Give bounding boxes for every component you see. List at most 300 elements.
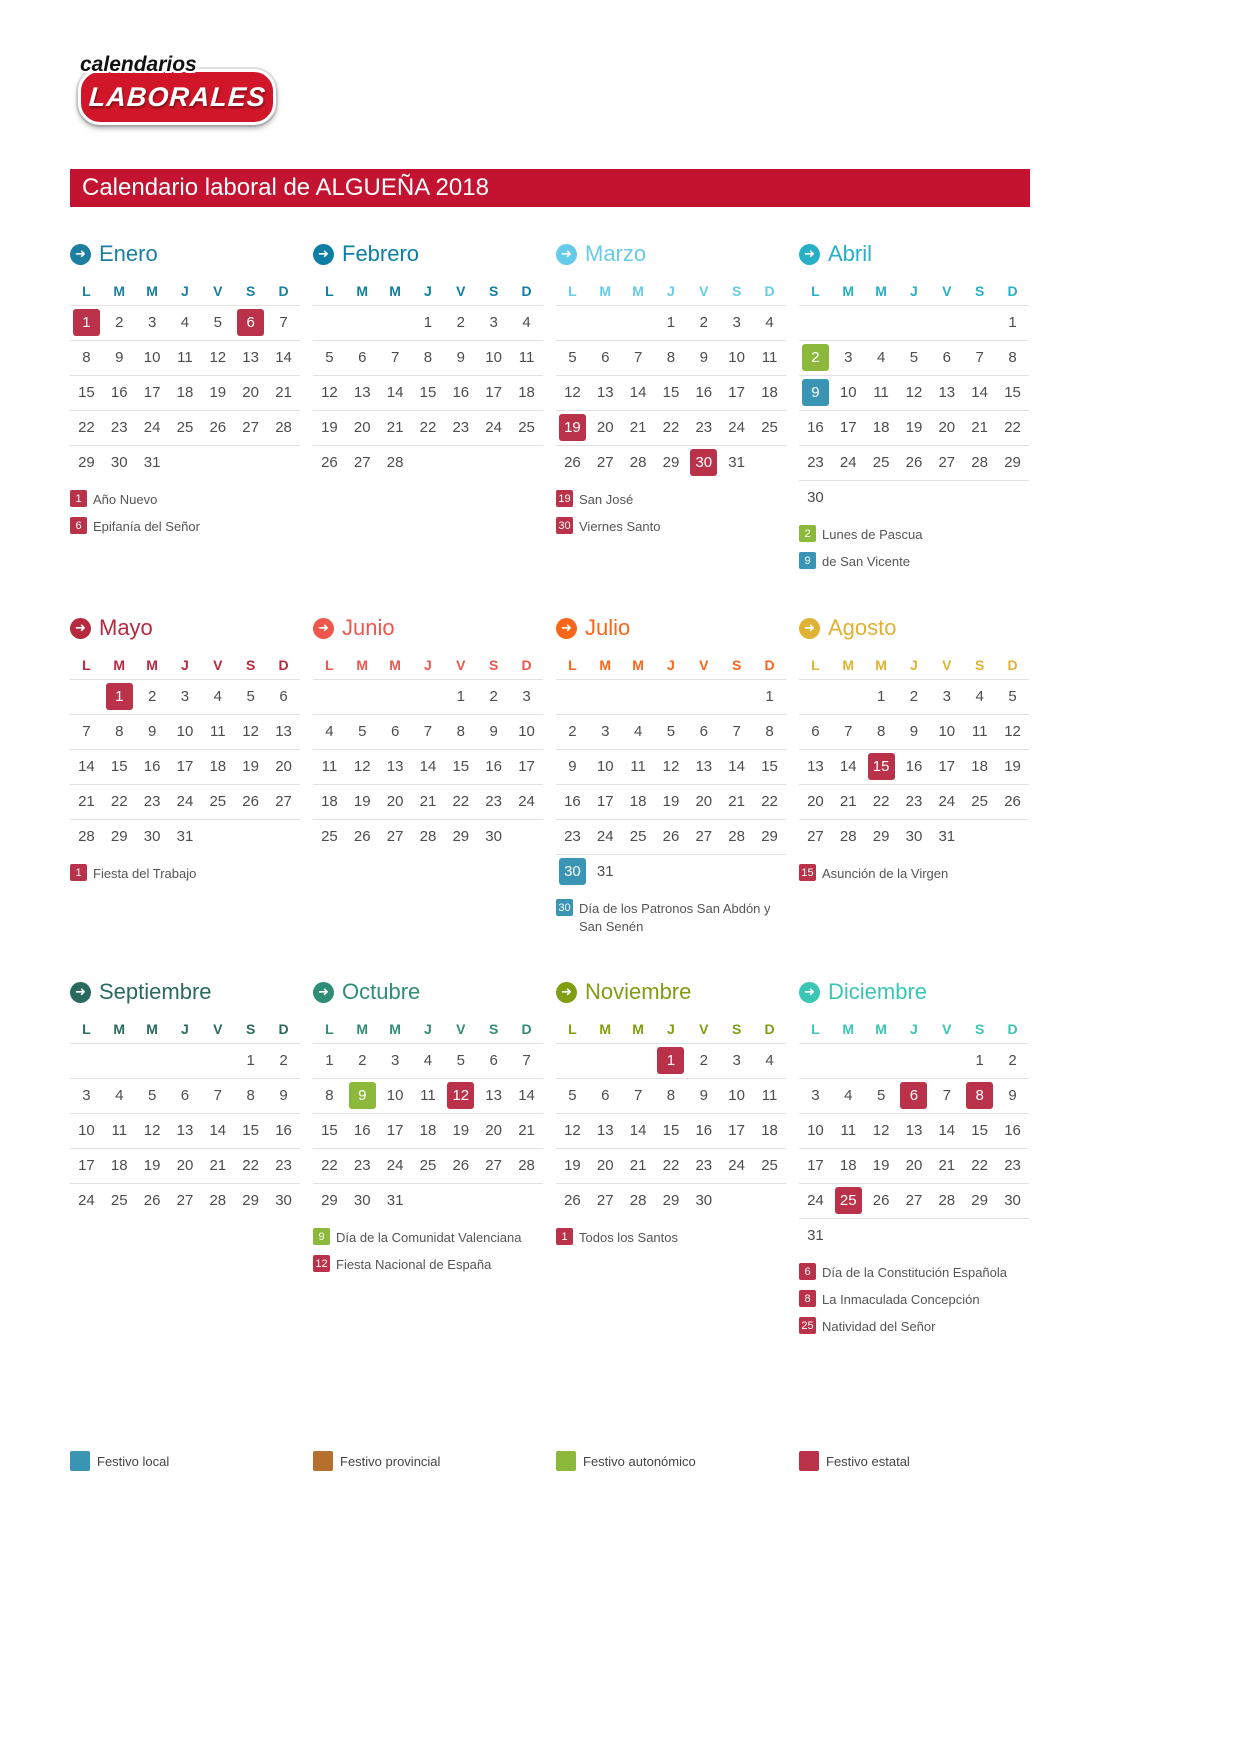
week-row [313, 340, 543, 375]
day-number: 2 [456, 314, 465, 331]
day-cell [799, 1183, 832, 1218]
day-number: 3 [942, 688, 951, 705]
week-row [313, 784, 543, 819]
empty-day-cell [589, 1043, 622, 1078]
week-row [799, 375, 1029, 410]
day-number: 6 [811, 723, 820, 740]
day-number: 4 [876, 349, 886, 366]
week-row [70, 784, 300, 819]
week-row [70, 749, 300, 784]
month-enero [70, 229, 300, 603]
weekday-header: M [875, 282, 887, 299]
day-number: 25 [518, 419, 535, 436]
weekday-header: D [521, 282, 532, 299]
day-number: 6 [942, 349, 951, 366]
day-number: 26 [242, 793, 259, 810]
day-cell [379, 784, 412, 819]
empty-day-cell [444, 445, 477, 480]
week-row [556, 1043, 786, 1078]
day-cell [313, 784, 346, 819]
weekday-headers [799, 277, 1029, 305]
empty-day-cell [655, 679, 688, 714]
day-number: 30 [110, 454, 128, 472]
legend-item [799, 1317, 1029, 1336]
day-number: 29 [971, 1192, 988, 1209]
day-cell [379, 375, 412, 410]
day-cell [70, 784, 103, 819]
day-number: 26 [662, 828, 680, 845]
week-row [313, 749, 543, 784]
day-cell [444, 819, 477, 854]
day-number: 28 [419, 828, 437, 846]
day-number: 3 [732, 1052, 741, 1069]
day-cell [103, 679, 136, 714]
week-row [313, 1183, 543, 1218]
day-cell [720, 819, 753, 854]
day-number: 28 [78, 828, 95, 846]
empty-day-cell [655, 854, 688, 889]
legend-item [313, 1228, 543, 1247]
day-cell [930, 784, 963, 819]
day-cell [313, 1113, 346, 1148]
day-cell [412, 819, 445, 854]
day-number: 7 [732, 723, 741, 740]
day-cell [720, 714, 753, 749]
day-number: 2 [147, 688, 157, 705]
logo-box [78, 69, 276, 125]
day-cell [477, 410, 510, 445]
day-cell [70, 749, 103, 784]
day-number: 19 [452, 1122, 470, 1139]
day-number: 20 [938, 419, 956, 436]
empty-day-cell [963, 305, 996, 340]
day-cell [201, 1078, 234, 1113]
empty-day-cell [510, 1183, 543, 1218]
day-number: 12 [242, 723, 259, 740]
empty-day-cell [267, 819, 300, 854]
day-cell [556, 854, 589, 889]
empty-day-cell [832, 305, 865, 340]
day-number: 22 [321, 1157, 338, 1174]
day-number: 22 [78, 419, 95, 436]
weekday-header: M [356, 282, 369, 299]
arrow-right-icon: ➜ [313, 244, 334, 265]
day-number: 19 [143, 1157, 161, 1174]
week-row [313, 679, 543, 714]
day-number: 15 [110, 758, 128, 775]
day-cell [379, 1148, 412, 1183]
day-cell [267, 305, 300, 340]
legend-item [799, 552, 1029, 571]
weekday-header-row [556, 277, 786, 305]
empty-day-cell [930, 480, 963, 515]
week-row [799, 305, 1029, 340]
day-number: 29 [872, 828, 890, 846]
month-name: Diciembre [828, 979, 928, 1004]
day-number: 28 [386, 454, 404, 472]
arrow-right-icon: ➜ [70, 982, 91, 1003]
day-cell [963, 445, 996, 480]
empty-day-cell [169, 1043, 202, 1078]
day-cell [963, 1183, 996, 1218]
month-diciembre [799, 967, 1029, 1336]
legend-label: Día de la Constitución Española [822, 1265, 1008, 1280]
weekday-header: S [731, 1020, 742, 1037]
day-number: 1 [423, 314, 433, 331]
week-row [70, 305, 300, 340]
day-number: 1 [975, 1052, 984, 1069]
day-cell [865, 819, 898, 854]
day-cell [622, 445, 655, 480]
legend-label: Todos los Santos [579, 1230, 679, 1245]
day-cell [412, 410, 445, 445]
day-number: 8 [666, 1087, 676, 1104]
day-cell [898, 1148, 931, 1183]
day-number: 3 [147, 314, 157, 331]
day-cell [556, 1183, 589, 1218]
day-number: 24 [143, 419, 161, 436]
day-number: 20 [242, 384, 259, 401]
day-number: 26 [1004, 793, 1021, 810]
week-row [556, 445, 786, 480]
day-cell [313, 410, 346, 445]
calendar-table-julio [556, 651, 786, 889]
day-cell [687, 1113, 720, 1148]
empty-day-cell [865, 480, 898, 515]
day-cell [655, 1183, 688, 1218]
day-cell [655, 1113, 688, 1148]
day-number: 25 [321, 828, 338, 846]
day-number: 26 [209, 419, 227, 436]
legend-item [799, 525, 1029, 544]
day-number: 14 [386, 384, 404, 401]
day-cell [898, 1113, 931, 1148]
week-row [799, 1183, 1029, 1218]
day-cell [70, 305, 103, 340]
day-number: 3 [844, 349, 853, 366]
day-number: 15 [452, 758, 470, 775]
weekday-header-row [799, 1015, 1029, 1043]
day-cell [136, 679, 169, 714]
day-number: 6 [699, 723, 708, 740]
empty-day-cell [898, 305, 931, 340]
day-number: 18 [321, 793, 338, 810]
month-agosto [799, 603, 1029, 967]
day-number: 3 [82, 1087, 91, 1104]
weeks-body [313, 679, 543, 854]
empty-day-cell [753, 1183, 786, 1218]
day-cell [622, 714, 655, 749]
day-cell [169, 410, 202, 445]
week-row [70, 1078, 300, 1113]
day-cell [655, 1043, 688, 1078]
calendar-table-septiembre [70, 1015, 300, 1218]
day-cell [412, 375, 445, 410]
day-number: 10 [728, 349, 745, 366]
weekday-header: M [113, 656, 126, 673]
day-number: 27 [938, 454, 956, 471]
day-cell [720, 1148, 753, 1183]
day-cell [103, 714, 136, 749]
day-cell [720, 375, 753, 410]
day-cell [267, 375, 300, 410]
festivo-legend-label: Festivo estatal [826, 1453, 910, 1469]
day-cell [799, 480, 832, 515]
day-cell [963, 749, 996, 784]
day-cell [865, 749, 898, 784]
day-number: 28 [971, 454, 988, 471]
day-cell [753, 1113, 786, 1148]
day-number: 29 [452, 828, 470, 846]
day-number: 25 [872, 454, 890, 471]
empty-day-cell [622, 1043, 655, 1078]
day-number: 23 [695, 1157, 713, 1174]
day-number: 21 [839, 793, 857, 810]
day-number: 15 [971, 1122, 988, 1139]
day-cell [103, 340, 136, 375]
day-number: 2 [489, 688, 498, 705]
day-cell [589, 1078, 622, 1113]
day-number: 9 [456, 349, 465, 366]
weekday-header: L [811, 1020, 820, 1037]
day-cell [832, 340, 865, 375]
day-cell [589, 1113, 622, 1148]
day-cell [136, 1148, 169, 1183]
holiday-day-number: 30 [559, 858, 586, 885]
day-cell [655, 749, 688, 784]
empty-day-cell [70, 1043, 103, 1078]
empty-day-cell [865, 305, 898, 340]
day-number: 1 [456, 688, 465, 705]
day-number: 19 [242, 758, 259, 775]
weekday-header: J [910, 282, 918, 299]
day-cell [234, 1078, 267, 1113]
weekday-header: L [568, 1020, 577, 1037]
day-cell [687, 1183, 720, 1218]
legend-item [70, 490, 300, 509]
weekday-header: M [599, 656, 612, 673]
festivo-provincial-color-chip [313, 1451, 333, 1471]
empty-day-cell [313, 305, 346, 340]
empty-day-cell [865, 1043, 898, 1078]
holiday-day-number: 1 [106, 683, 133, 710]
day-cell [313, 340, 346, 375]
day-cell [169, 1078, 202, 1113]
empty-day-cell [898, 1043, 931, 1078]
week-row [556, 819, 786, 854]
empty-day-cell [720, 679, 753, 714]
day-cell [963, 1113, 996, 1148]
day-number: 27 [275, 793, 292, 810]
day-cell [556, 784, 589, 819]
month-legend-enero [70, 490, 300, 536]
day-number: 10 [728, 1087, 745, 1104]
day-number: 26 [321, 454, 338, 472]
weekday-header: S [488, 282, 499, 299]
day-number: 11 [630, 758, 646, 775]
day-cell [622, 340, 655, 375]
day-number: 30 [807, 489, 824, 507]
empty-day-cell [477, 1183, 510, 1218]
day-number: 24 [839, 454, 857, 471]
weekday-header: V [213, 1020, 223, 1037]
weekday-header: J [181, 1020, 189, 1037]
day-number: 28 [629, 1192, 647, 1210]
holiday-day-number: 12 [447, 1082, 474, 1109]
day-number: 5 [568, 349, 577, 366]
day-cell [753, 305, 786, 340]
day-cell [444, 679, 477, 714]
day-number: 12 [564, 384, 581, 401]
day-cell [234, 340, 267, 375]
week-row [313, 1078, 543, 1113]
day-cell [477, 1148, 510, 1183]
day-number: 2 [279, 1052, 288, 1069]
week-row [799, 1113, 1029, 1148]
day-number: 16 [110, 384, 128, 401]
festivo-autonomico-legend-item [556, 1451, 786, 1471]
day-number: 29 [662, 1192, 680, 1210]
day-number: 20 [386, 793, 404, 810]
week-row [70, 819, 300, 854]
day-cell [379, 445, 412, 480]
weekday-header-row [556, 651, 786, 679]
day-cell [169, 784, 202, 819]
week-row [799, 410, 1029, 445]
legend-day-chip: 30 [556, 517, 573, 534]
month-name: Julio [585, 615, 631, 640]
day-cell [865, 410, 898, 445]
day-number: 1 [325, 1052, 334, 1069]
day-cell [687, 375, 720, 410]
day-cell [720, 445, 753, 480]
day-cell [799, 784, 832, 819]
day-cell [234, 410, 267, 445]
day-number: 27 [176, 1192, 194, 1210]
empty-day-cell [412, 445, 445, 480]
day-number: 18 [518, 384, 535, 401]
day-cell [865, 445, 898, 480]
week-row [313, 714, 543, 749]
day-number: 5 [325, 349, 334, 366]
empty-day-cell [510, 445, 543, 480]
day-cell [622, 819, 655, 854]
day-number: 26 [872, 1192, 890, 1209]
day-number: 29 [321, 1192, 338, 1210]
day-number: 10 [176, 723, 194, 740]
day-number: 11 [177, 349, 193, 366]
weekday-header: M [632, 1020, 644, 1037]
legend-day-chip: 30 [556, 899, 573, 916]
day-number: 9 [279, 1087, 288, 1104]
month-header-diciembre [799, 979, 1029, 1005]
day-number: 31 [176, 828, 194, 846]
week-row [799, 1218, 1029, 1253]
day-cell [412, 305, 445, 340]
legend-day-chip: 1 [70, 490, 87, 507]
day-cell [169, 340, 202, 375]
empty-day-cell [622, 854, 655, 889]
day-cell [720, 1078, 753, 1113]
week-row [70, 375, 300, 410]
day-number: 17 [807, 1157, 824, 1174]
day-number: 15 [242, 1122, 259, 1139]
legend-day-chip: 1 [70, 864, 87, 881]
day-cell [267, 714, 300, 749]
day-number: 7 [844, 723, 853, 740]
day-cell [201, 340, 234, 375]
day-cell [556, 749, 589, 784]
week-row [70, 340, 300, 375]
calendarios-laborales-logo[interactable] [78, 55, 288, 145]
day-number: 10 [596, 758, 614, 775]
day-cell [70, 714, 103, 749]
day-cell [753, 749, 786, 784]
week-row [313, 1043, 543, 1078]
calendar-table-diciembre [799, 1015, 1029, 1253]
weekday-header: V [699, 282, 709, 299]
day-number: 3 [522, 688, 531, 705]
day-cell [996, 410, 1029, 445]
day-number: 5 [213, 314, 222, 331]
day-number: 23 [1004, 1157, 1021, 1174]
day-cell [799, 1218, 832, 1253]
day-cell [136, 340, 169, 375]
day-cell [313, 1078, 346, 1113]
empty-day-cell [346, 305, 379, 340]
day-cell [898, 375, 931, 410]
day-number: 13 [485, 1087, 502, 1104]
day-number: 24 [728, 419, 745, 436]
day-cell [412, 1113, 445, 1148]
weekday-header: L [325, 282, 334, 299]
day-number: 30 [353, 1192, 371, 1210]
day-number: 11 [111, 1122, 128, 1139]
month-name: Abril [828, 241, 873, 266]
day-cell [865, 375, 898, 410]
day-cell [510, 679, 543, 714]
day-number: 20 [176, 1157, 194, 1174]
weekday-header: D [278, 282, 289, 299]
day-cell [930, 1183, 963, 1218]
week-row [556, 410, 786, 445]
page-title: Calendario laboral de ALGUEÑA 2018 [70, 169, 1030, 207]
day-number: 11 [518, 349, 535, 366]
day-number: 5 [246, 688, 255, 705]
day-cell [865, 1148, 898, 1183]
week-row [70, 1113, 300, 1148]
day-cell [267, 679, 300, 714]
day-cell [799, 749, 832, 784]
day-cell [169, 1113, 202, 1148]
calendar-table-enero [70, 277, 300, 480]
weekday-header: M [146, 656, 158, 673]
day-number: 14 [629, 1122, 647, 1139]
calendar-table-abril [799, 277, 1029, 515]
weekday-header: V [699, 1020, 709, 1037]
day-number: 22 [242, 1157, 259, 1174]
day-cell [444, 1078, 477, 1113]
day-number: 2 [115, 314, 124, 331]
day-number: 28 [275, 419, 292, 436]
legend-label: Viernes Santo [579, 519, 661, 534]
festivo-local-color-chip [70, 1451, 90, 1471]
day-number: 6 [180, 1087, 190, 1104]
weekday-header-row [313, 651, 543, 679]
day-cell [622, 410, 655, 445]
day-cell [346, 819, 379, 854]
day-cell [477, 784, 510, 819]
